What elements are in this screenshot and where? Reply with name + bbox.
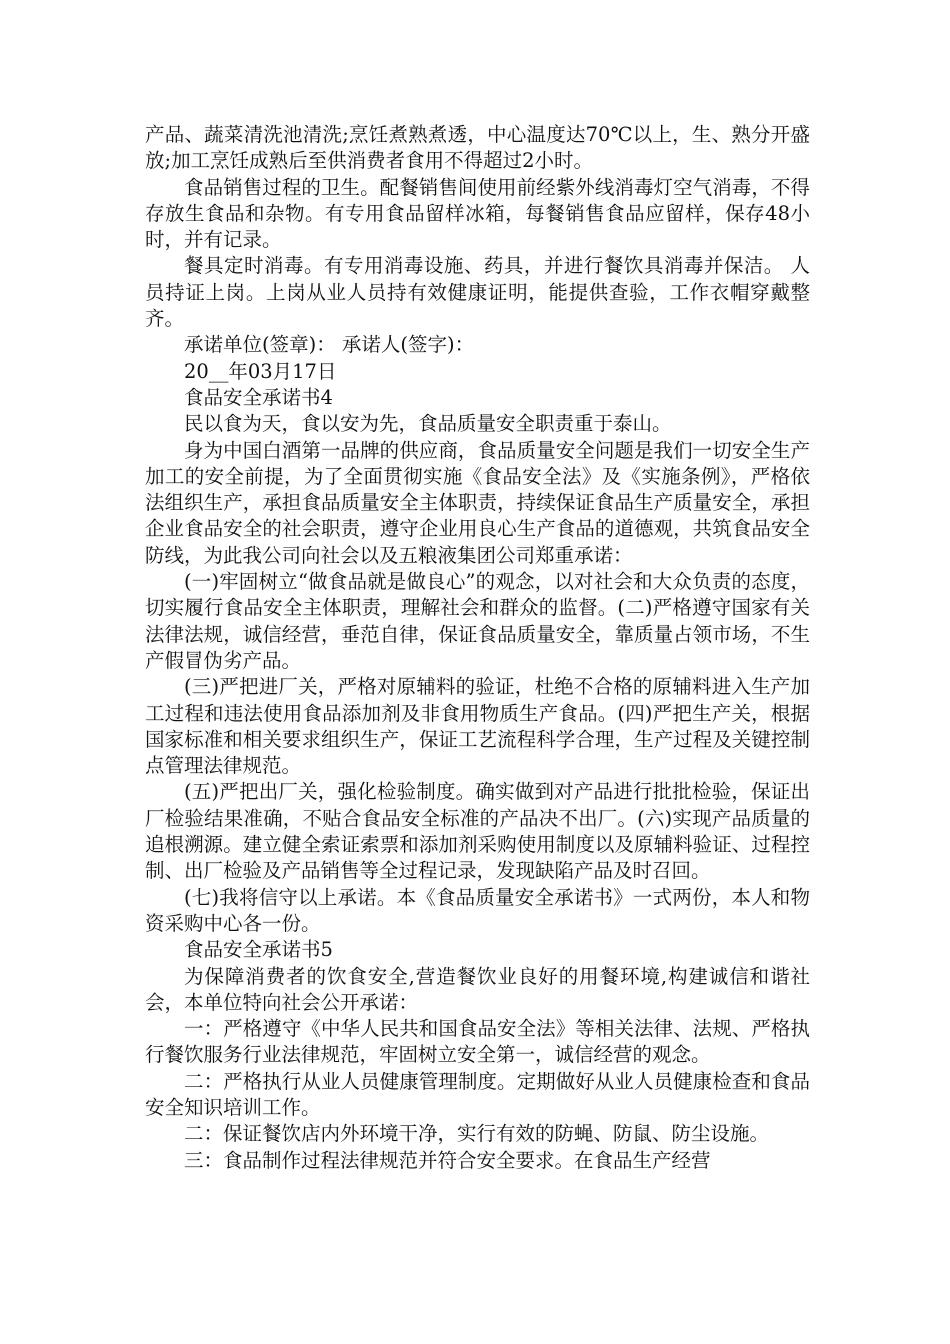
paragraph: 身为中国白酒第一品牌的供应商，食品质量安全问题是我们一切安全生产加工的安全前提，为了全面贯彻实施《食品安全法》及《实施条例》，严格依法组织生产，承担食品质量安全主体职责，持续保证食品生产质量安全，承担企业食品安全的社会职责，遵守企业用良心生产食品的道德观，共筑食品安全防线，为此我公司向社会以及五粮液集团公司郑重承诺： <box>145 438 810 567</box>
paragraph: (五)严把出厂关，强化检验制度。确实做到对产品进行批批检验，保证出厂检验结果准确，不贴合食品安全标准的产品决不出厂。(六)实现产品质量的追根溯源。建立健全索证索票和添加剂采购使用制度以及原辅料验证、过程控制、出厂检验及产品销售等全过程记录，发现缺陷产品及时召回。 <box>145 780 810 883</box>
paragraph: 为保障消费者的饮食安全,营造餐饮业良好的用餐环境,构建诚信和谐社会，本单位特向社会公开承诺： <box>145 964 810 1014</box>
paragraph: 三：食品制作过程法律规范并符合安全要求。在食品生产经营 <box>184 1148 711 1172</box>
paragraph: 二：保证餐饮店内外环境干净，实行有效的防蝇、防鼠、防尘设施。 <box>184 1122 770 1146</box>
paragraph: (三)严把进厂关，严格对原辅料的验证，杜绝不合格的原辅料进入生产加工过程和违法使用食品添加剂及非食用物质生产食品。(四)严把生产关，根据国家标准和相关要求组织生产，保证工艺流程科学合理，生产过程及关键控制点管理法律规范。 <box>145 675 810 778</box>
paragraph: 餐具定时消毒。有专用消毒设施、药具，并进行餐饮具消毒并保洁。 人员持证上岗。上岗从业人员持有效健康证明，能提供查验，工作衣帽穿戴整齐。 <box>145 254 810 331</box>
document-body <box>145 122 810 1174</box>
paragraph: 食品销售过程的卫生。配餐销售间使用前经紫外线消毒灯空气消毒，不得存放生食品和杂物。有专用食品留样冰箱，每餐销售食品应留样，保存48小时，并有记录。 <box>145 175 810 252</box>
section-title: 食品安全承诺书5 <box>184 938 333 962</box>
section-title: 食品安全承诺书4 <box>184 385 333 409</box>
paragraph: 民以食为天，食以安为先，食品质量安全职责重于泰山。 <box>184 412 672 436</box>
date-line: 20__年03月17日 <box>184 359 337 383</box>
paragraph: 产品、蔬菜清洗池清洗;烹饪煮熟煮透，中心温度达70℃以上，生、熟分开盛放;加工烹饪成熟后至供消费者食用不得超过2小时。 <box>145 123 810 173</box>
paragraph: 二：严格执行从业人员健康管理制度。定期做好从业人员健康检查和食品安全知识培训工作。 <box>145 1069 810 1119</box>
paragraph: 一：严格遵守《中华人民共和国食品安全法》等相关法律、法规、严格执行餐饮服务行业法律规范，牢固树立安全第一，诚信经营的观念。 <box>145 1017 810 1067</box>
paragraph: (七)我将信守以上承诺。本《食品质量安全承诺书》一式两份，本人和物资采购中心各一份。 <box>145 885 810 935</box>
signature-line: 承诺单位(签章)： 承诺人(签字)： <box>184 333 475 357</box>
paragraph: (一)牢固树立“做食品就是做良心”的观念，以对社会和大众负责的态度，切实履行食品安全主体职责，理解社会和群众的监督。(二)严格遵守国家有关法律法规，诚信经营，垂范自律，保证食品质量安全，靠质量占领市场，不生产假冒伪劣产品。 <box>145 570 810 672</box>
